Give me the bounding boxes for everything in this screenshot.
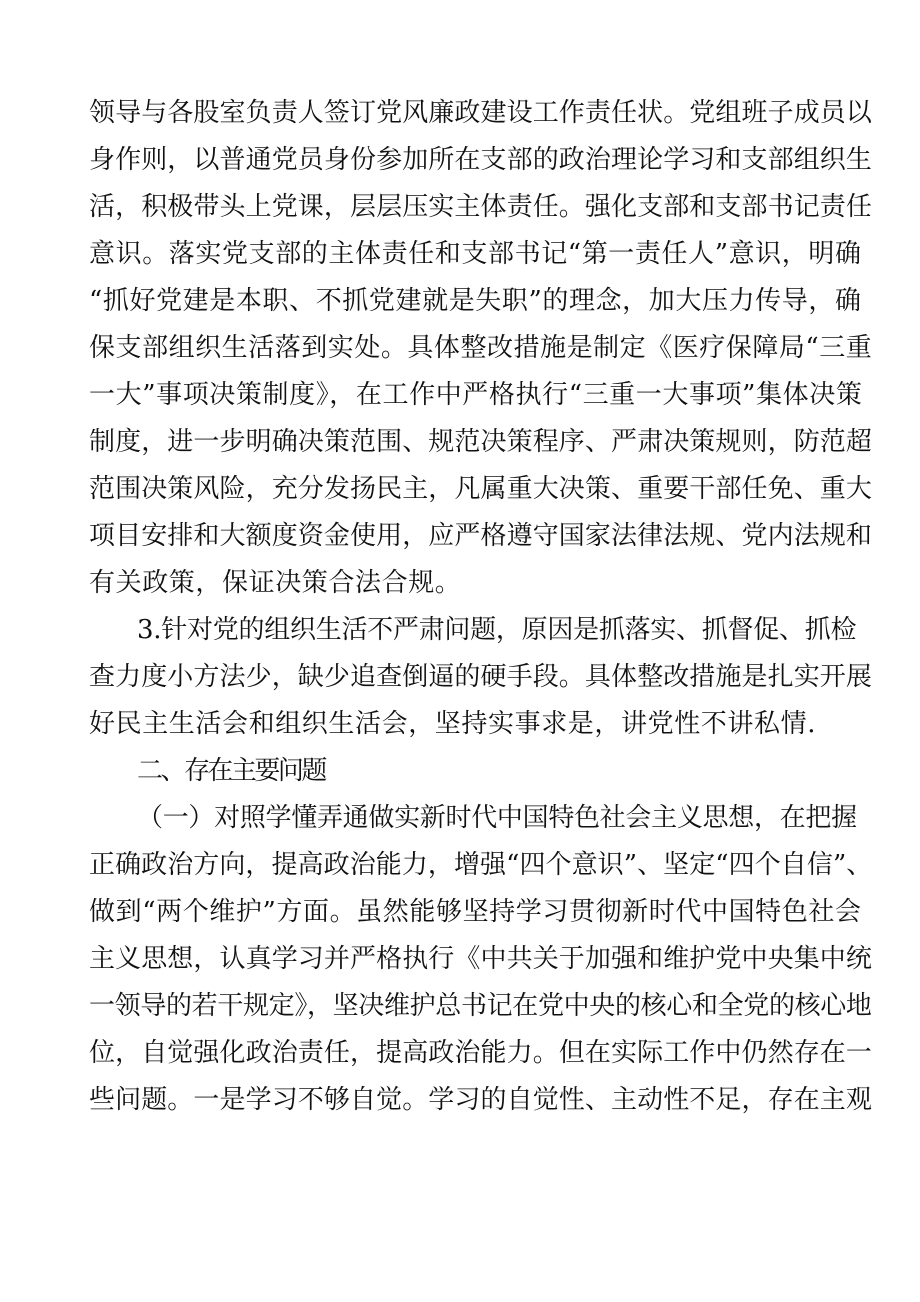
paragraph-first-line: （一）对照学懂弄通做实新时代中国特色社会主义思想，在把握 [137,803,857,833]
paragraph-line: 主义思想，认真学习并严格执行《中共关于加强和维护党中央集中统 [89,944,873,974]
paragraph-line: 意识。落实党支部的主体责任和支部书记“第一责任人”意识，明确 [89,239,862,269]
paragraph-line: 领导与各股室负责人签订党风廉政建设工作责任状。党组班子成员以 [89,98,873,128]
paragraph-line: 范围决策风险，充分发扬民主，凡属重大决策、重要干部任免、重大 [89,474,873,504]
paragraph-line: 项目安排和大额度资金使用，应严格遵守国家法律法规、党内法规和 [89,521,873,551]
paragraph-line: 有关政策，保证决策合法合规。 [89,568,462,598]
paragraph-line: 身作则，以普通党员身份参加所在支部的政治理论学习和支部组织生 [89,145,873,175]
paragraph-line: 保支部组织生活落到实处。具体整改措施是制定《医疗保障局“三重 [89,333,873,363]
paragraph-line: 一领导的若干规定》，坚决维护总书记在党中央的核心和全党的核心地 [89,991,872,1021]
paragraph-first-line: 3.针对党的组织生活不严肃问题，原因是抓落实、抓督促、抓检 [137,615,857,645]
paragraph-line: 做到“两个维护”方面。虽然能够坚持学习贯彻新时代中国特色社会 [89,897,862,927]
paragraph-line: 活，积极带头上党课，层层压实主体责任。强化支部和支部书记责任 [89,192,873,222]
paragraph-line: 查力度小方法少，缺少追查倒逼的硬手段。具体整改措施是扎实开展 [89,662,873,692]
paragraph-line: “抓好党建是本职、不抓党建就是失职”的理念，加大压力传导，确 [89,286,862,316]
paragraph-line: 好民主生活会和组织生活会，坚持实事求是，讲党性不讲私情. [89,709,817,739]
paragraph-line: 一大”事项决策制度》，在工作中严格执行“三重一大事项”集体决策 [89,380,863,410]
section-heading: 二、存在主要问题 [137,756,325,786]
paragraph-line: 制度，进一步明确决策范围、规范决策程序、严肃决策规则，防范超 [89,427,873,457]
paragraph-line: 些问题。一是学习不够自觉。学习的自觉性、主动性不足，存在主观 [89,1085,873,1115]
paragraph-line: 位，自觉强化政治责任，提高政治能力。但在实际工作中仍然存在一 [89,1038,873,1068]
paragraph-line: 正确政治方向，提高政治能力，增强“四个意识”、坚定“四个自信”、 [89,850,873,880]
